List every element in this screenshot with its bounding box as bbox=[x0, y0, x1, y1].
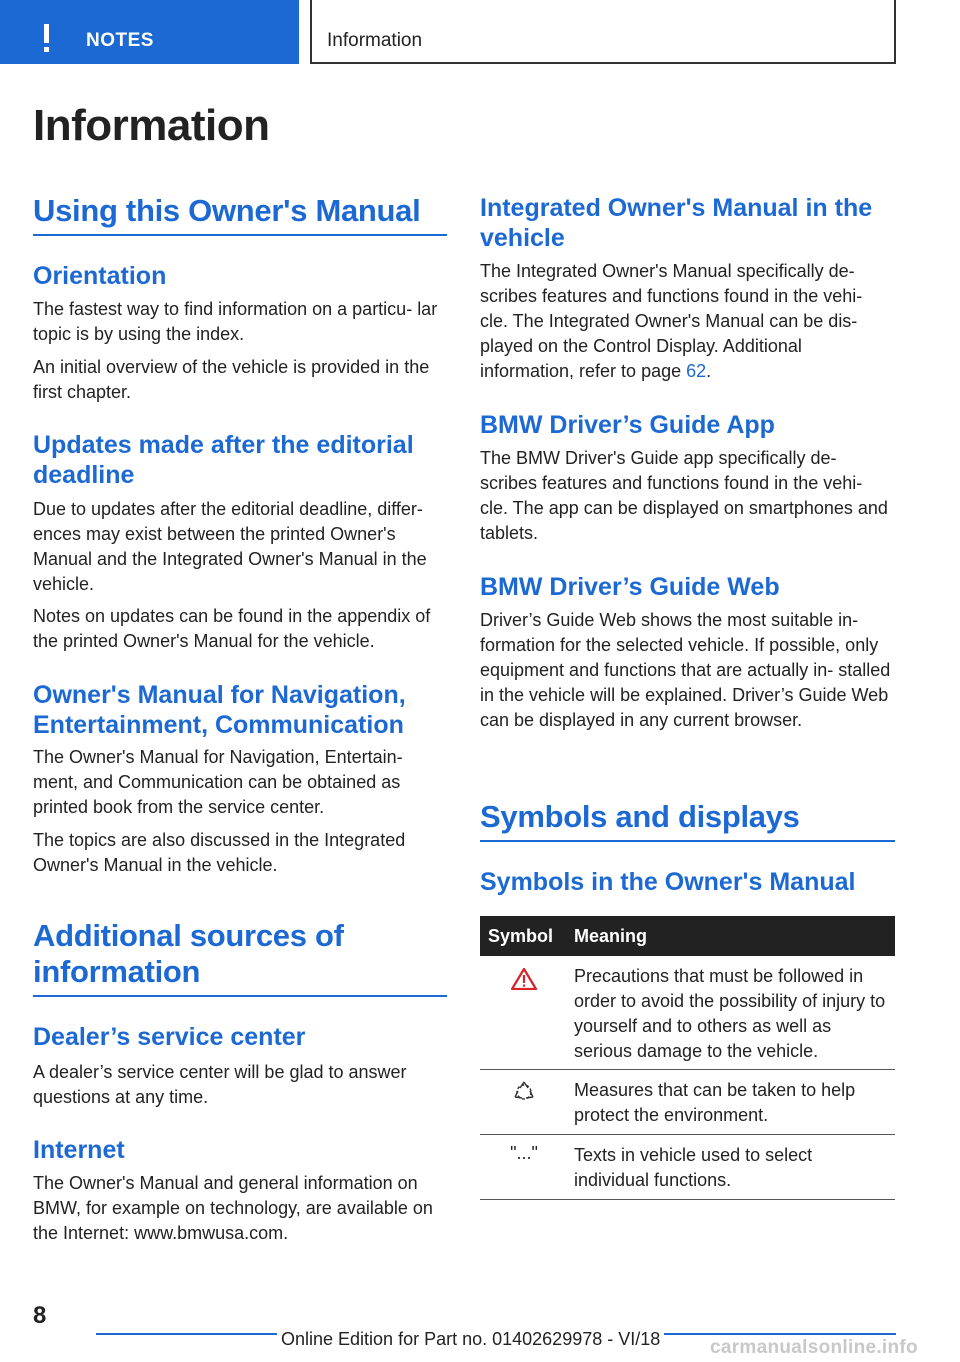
exclamation-icon bbox=[44, 24, 49, 43]
column-header-meaning: Meaning bbox=[574, 926, 648, 946]
table-row bbox=[480, 1135, 895, 1200]
row-meaning: Measures that can be taken to help protect the environment. bbox=[574, 1080, 856, 1125]
heading-using-manual: Using this Owner's Manual bbox=[33, 193, 421, 228]
heading-drivers-guide-web: BMW Driver’s Guide Web bbox=[480, 573, 780, 601]
paragraph: The Owner's Manual for Navigation, Entertain- ment, and Communication can be obtained as printed book from the service center. bbox=[33, 747, 403, 817]
heading-integrated-manual: Integrated Owner's Manual in the vehicle bbox=[480, 194, 873, 252]
paragraph: Driver’s Guide Web shows the most suitable in- formation for the selected vehicle. If possible, only equipment and functions that are actually in- stalled in the vehicle will be explained. Driver’s Guide Web can be displayed in any current browser. bbox=[480, 610, 891, 730]
heading-symbols-manual: Symbols in the Owner's Manual bbox=[480, 868, 856, 896]
warning-triangle-icon bbox=[480, 968, 568, 995]
table-row bbox=[480, 956, 895, 1070]
page-number: 8 bbox=[33, 1302, 47, 1329]
heading-rule bbox=[480, 840, 895, 842]
paragraph: The Owner's Manual and general information on BMW, for example on technology, are available on the Internet: www.bmwusa.com. bbox=[33, 1173, 433, 1243]
heading-additional-sources: Additional sources of information bbox=[33, 918, 344, 989]
paragraph-text: The Integrated Owner's Manual specifically de- scribes features and functions found in the vehi- cle. The Integrated Owner's Manual can be dis- played on the Control Display. Additional information, refer to page bbox=[480, 261, 863, 381]
recycle-icon bbox=[480, 1080, 568, 1107]
breadcrumb bbox=[310, 0, 896, 64]
paragraph: The topics are also discussed in the Integrated Owner's Manual in the vehicle. bbox=[33, 830, 406, 875]
heading-symbols-displays: Symbols and displays bbox=[480, 799, 800, 834]
heading-updates: Updates made after the editorial deadline bbox=[33, 431, 414, 489]
heading-navigation-manual: Owner's Manual for Navigation, Entertainment, Communication bbox=[33, 681, 406, 739]
paragraph: An initial overview of the vehicle is provided in the first chapter. bbox=[33, 357, 430, 402]
section-tab-label: NOTES bbox=[86, 30, 154, 51]
exclamation-dot bbox=[44, 47, 49, 52]
table-header bbox=[480, 916, 895, 956]
column-header-symbol: Symbol bbox=[488, 926, 554, 946]
paragraph: A dealer’s service center will be glad to answer questions at any time. bbox=[33, 1062, 407, 1107]
heading-dealer: Dealer’s service center bbox=[33, 1023, 306, 1051]
row-symbol-quotes: "..." bbox=[510, 1143, 538, 1163]
paragraph: The Integrated Owner's Manual specifically de- scribes features and functions found in the vehi- cle. The Integrated Owner's Manual can be dis- played on the Control Display. Additional information, refer to page 62. bbox=[480, 261, 863, 381]
row-meaning: Precautions that must be followed in order to avoid the possibility of injury to yourself and to others as well as serious damage to the vehicle. bbox=[574, 966, 886, 1061]
row-meaning: Texts in vehicle used to select individual functions. bbox=[574, 1145, 813, 1190]
section-tab-notes[interactable] bbox=[0, 0, 299, 64]
heading-rule bbox=[33, 234, 447, 236]
page-link[interactable]: 62 bbox=[686, 361, 707, 381]
heading-rule bbox=[33, 995, 447, 997]
breadcrumb-label: Information bbox=[327, 30, 423, 51]
paragraph: Notes on updates can be found in the appendix of the printed Owner's Manual for the vehicle. bbox=[33, 606, 431, 651]
page-title: Information bbox=[33, 101, 270, 150]
paragraph: The fastest way to find information on a particu- lar topic is by using the index. bbox=[33, 299, 438, 344]
heading-internet: Internet bbox=[33, 1136, 125, 1164]
watermark: carmanualsonline.info bbox=[710, 1337, 918, 1358]
heading-drivers-guide-app: BMW Driver’s Guide App bbox=[480, 411, 775, 439]
paragraph: The BMW Driver's Guide app specifically de- scribes features and functions found in the vehi- cle. The app can be displayed on smartphones and tablets. bbox=[480, 448, 888, 543]
paragraph: Due to updates after the editorial deadline, differ- ences may exist between the printed Owner's Manual and the Integrated Owner's Manual in the vehicle. bbox=[33, 499, 427, 594]
table-row bbox=[480, 1070, 895, 1135]
footer-edition: Online Edition for Part no. 01402629978 - VI/18 bbox=[277, 1329, 664, 1350]
heading-orientation: Orientation bbox=[33, 262, 167, 290]
